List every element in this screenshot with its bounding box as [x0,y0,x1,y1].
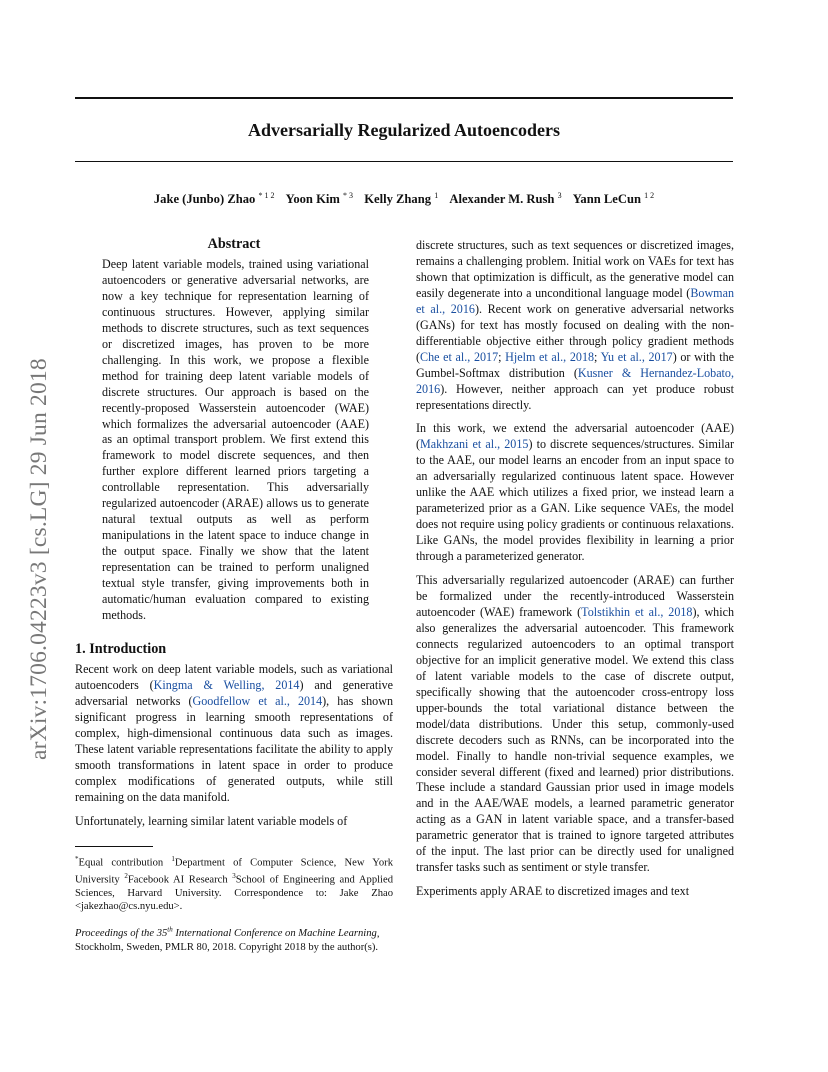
paragraph: In this work, we extend the adversarial autoencoder (AAE) (Makhzani et al., 2015) to discrete sequences/structures. Similar to the AAE, our model learns an encoder from an input space to an adversarially regularized continuous latent space. However unlike the AAE which utilizes a fixed prior, we instead learn a parameterized prior as a GAN. Like sequence VAEs, the model does not require using policy gradients or continuous relaxations. Like GANs, the model provides flexibility in learning a prior through a parameterized generator. [416,421,734,564]
citation-link[interactable]: Goodfellow et al., 2014 [192,693,323,708]
footnote: *Equal contribution $^1$Department of Computer Science, New York University $^2$Facebook AI Research $^3$School of Engineering and Applied Sciences, Harvard University. Correspondence to: Jake Zhao <jakezhao@cs.nyu.edu>. [75,855,393,913]
paragraph: discrete structures, such as text sequences or discretized images, remains a challenging problem. Initial work on VAEs for text has shown that optimization is difficult, as the generative model can easily degenerate into a unconditional language model (Bowman et al., 2016). Recent work on generative adversarial networks (GANs) for text has mostly focused on dealing with the non-differentiable objective either through policy gradient methods (Che et al., 2017; Hjelm et al., 2018; Yu et al., 2017) or with the Gumbel-Softmax distribution (Kusner & Hernandez-Lobato, 2016). However, neither approach can yet produce robust representations directly. [416,238,735,412]
citation-link[interactable]: Hjelm et al., 2018 [505,349,595,364]
author: Kelly Zhang $^1$ [364,191,439,207]
footnote-rule [75,846,153,847]
right-column [416,238,734,900]
title-rule-bottom [75,161,733,162]
author-list [75,191,733,207]
paragraph: Recent work on deep latent variable models, such as variational autoencoders (Kingma & Welling, 2014) and generative adversarial networks (Goodfellow et al., 2014), has shown significant progress in learning smooth representations of complex, high-dimensional continuous data such as images. These latent variable representations facilitate the ability to apply smooth transformations in latent space in order to produce complex modifications of generated outputs, while still remaining on the data manifold. [75,661,393,804]
paper-title: Adversarially Regularized Autoencoders [248,120,560,140]
author: Yann LeCun $^{1 2}$ [572,191,655,207]
citation-link[interactable]: Makhzani et al., 2015 [420,437,529,452]
abstract-heading: Abstract [207,236,261,252]
section-heading-introduction: 1. Introduction [75,640,167,657]
citation-link[interactable]: Yu et al., 2017 [600,349,673,364]
citation-link[interactable]: Bowman et al., 2016 [416,285,734,316]
paragraph: Unfortunately, learning similar latent variable models of [75,813,348,828]
citation-link[interactable]: Kusner & Hernandez-Lobato, 2016 [416,365,734,396]
paragraph: This adversarially regularized autoencoder (ARAE) can further be formalized under the recently-introduced Wasserstein autoencoder (WAE) framework (Tolstikhin et al., 2018), which also generalizes the adversarial autoencoder. This framework connects regularized autoencoders to an optimal transport objective for an implicit generative model. We extend this class of latent variable models to the case of discrete output, specifically showing that the autoencoder cross-entropy loss upper-bounds the total variational distance between the model/data distributions. Under this setup, commonly-used discrete decoders such as RNNs, can be incorporated into the model. Finally to handle non-trivial sequence examples, we consider several different (fixed and learned) prior distributions. These include a standard Gaussian prior used in image models and in the AAE/WAE models, a learned parametric generator acting as a GAN in latent variable space, and a transfer-based parametric generator that is trained to ignore targeted attributes of the input. The last prior can be directly used for unaligned transfer tasks such as sentiment or style transfer. [416,573,735,875]
citation-link[interactable]: Kingma & Welling, 2014 [153,677,300,692]
citation-link[interactable]: Che et al., 2017 [420,349,499,364]
citation-link[interactable]: Tolstikhin et al., 2018 [581,604,693,619]
paragraph: Experiments apply ARAE to discretized images and text [416,884,690,899]
arxiv-side-label: arXiv:1706.04223v3 [cs.LG] 29 Jun 2018 [26,358,52,760]
author: Alexander M. Rush $^3$ [449,191,562,207]
left-column [75,236,393,954]
author: Yoon Kim $^{* 3}$ [285,191,354,207]
title-rule-top [75,97,733,99]
abstract-text: Deep latent variable models, trained using variational autoencoders or generative adversarial networks, are now a key technique for representation learning of continuous structures. However, applying similar methods to discrete structures, such as text sequences or discretized images, has proven to be more challenging. In this work, we propose a flexible method for training deep latent variable models of discrete structures. Our approach is based on the recently-proposed Wasserstein autoencoder (WAE) which formalizes the adversarial autoencoder (AAE) as an optimal transport problem. We first extend this framework to model discrete sequences, and then further explore different learned priors targeting a controllable representation. This adversarially regularized autoencoder (ARAE) allows us to generate natural textual outputs as well as perform manipulations in the latent space to induce change in the output space. Finally we show that the latent representation can be trained to perform unaligned textual style transfer, giving improvements both in automatic/human evaluation compared to existing methods. [102,257,369,622]
author: Jake (Junbo) Zhao $^{* 1 2}$ [153,191,275,207]
proceedings-note: Proceedings of the 35th International Conference on Machine Learning, Stockholm, Sweden, PMLR 80, 2018. Copyright 2018 by the author(s). [75,925,380,953]
